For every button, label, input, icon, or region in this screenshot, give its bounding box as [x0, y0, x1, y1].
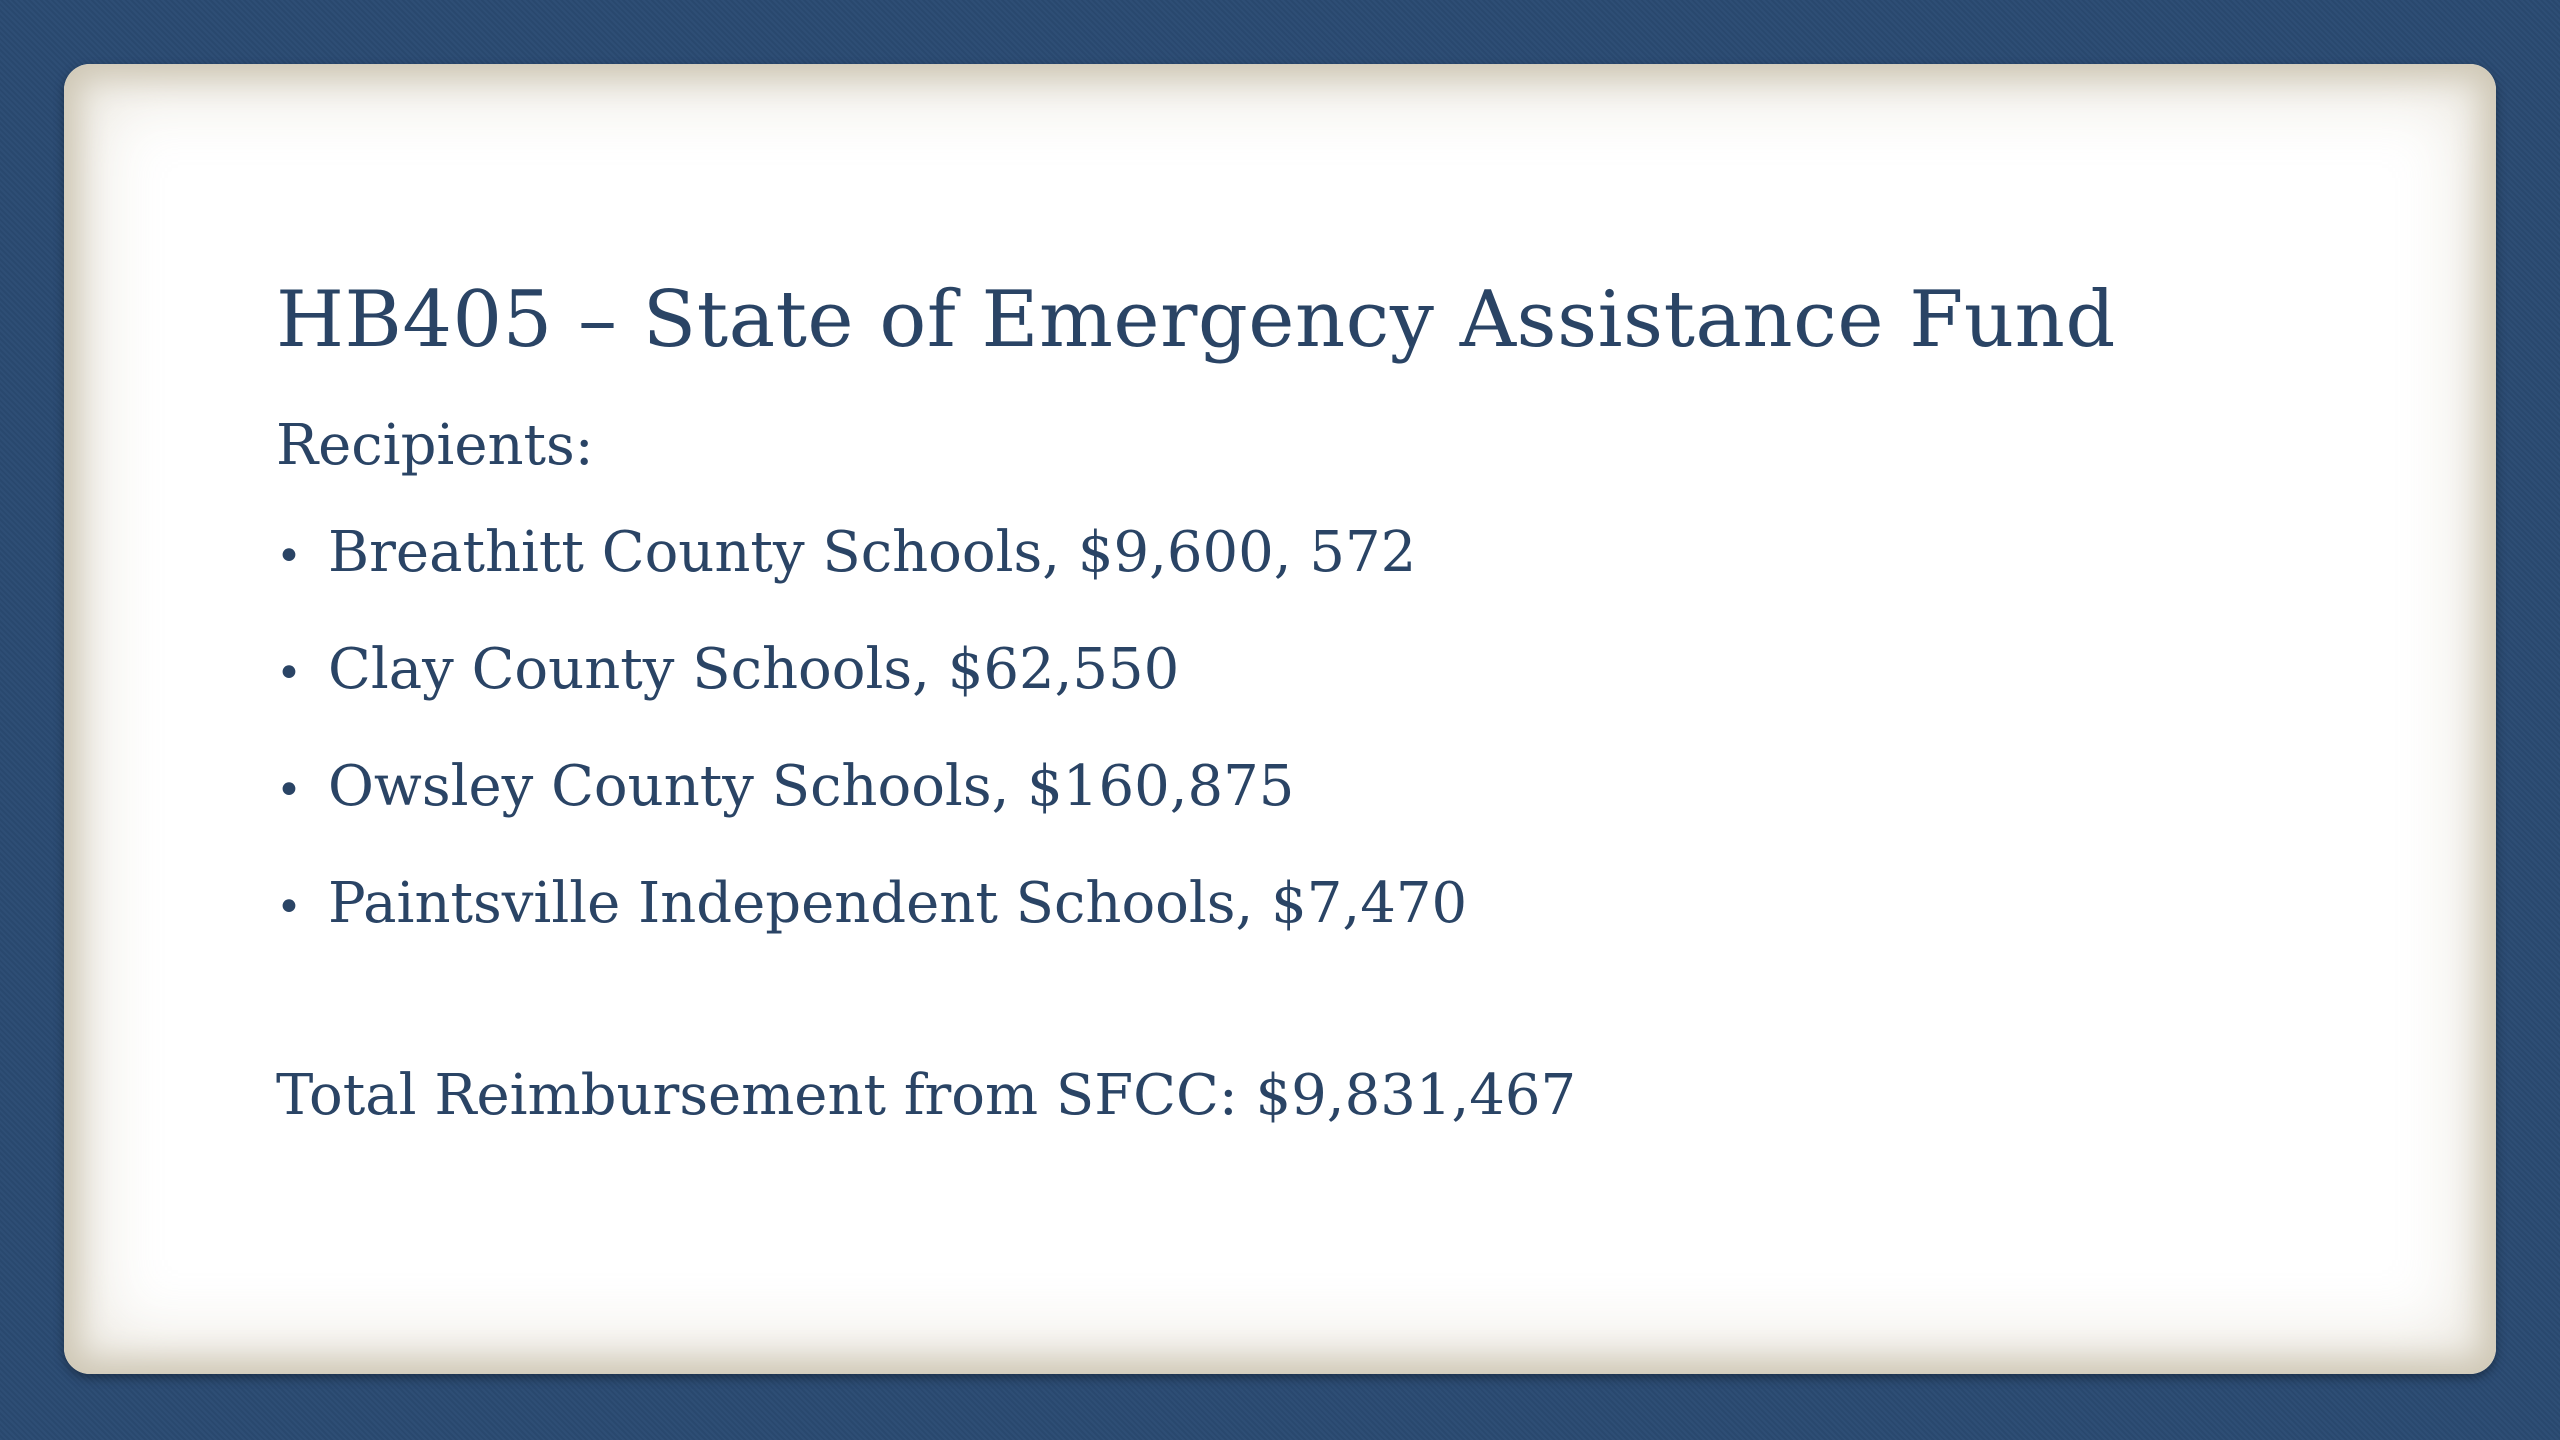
recipients-label: Recipients: — [276, 412, 594, 478]
recipient-text: Paintsville Independent Schools, $7,470 — [328, 871, 1468, 937]
slide-frame — [64, 64, 2496, 1374]
bullet-icon: • — [276, 647, 302, 699]
recipient-text: Breathitt County Schools, $9,600, 572 — [328, 519, 1417, 585]
list-item — [276, 870, 2296, 937]
recipient-text: Clay County Schools, $62,550 — [328, 636, 1180, 702]
slide-content — [276, 274, 2296, 1129]
bullet-icon: • — [276, 530, 302, 582]
list-item — [276, 753, 2296, 820]
list-item — [276, 636, 2296, 703]
bullet-icon: • — [276, 882, 302, 934]
bullet-icon: • — [276, 765, 302, 817]
total-reimbursement: Total Reimbursement from SFCC: $9,831,467 — [276, 1062, 1577, 1128]
recipient-list — [276, 519, 2296, 938]
list-item — [276, 519, 2296, 586]
slide-title: HB405 – State of Emergency Assistance Fund — [276, 275, 2116, 365]
recipient-text: Owsley County Schools, $160,875 — [328, 754, 1295, 820]
